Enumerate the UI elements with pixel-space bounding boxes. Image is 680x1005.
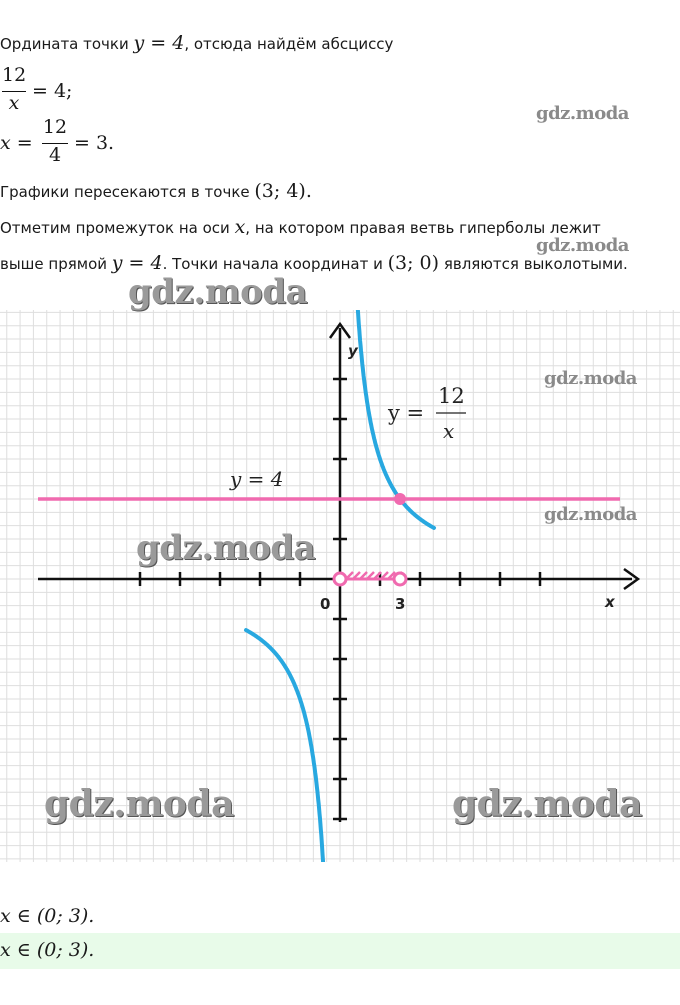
line5-math: y = 4 (111, 252, 163, 274)
eq1-numerator: 12 (2, 64, 27, 86)
y-axis-label: y (348, 342, 358, 360)
eq2-denominator: 4 (48, 144, 62, 166)
watermark: gdz.moda (536, 103, 629, 124)
equation-1-fraction (2, 64, 26, 120)
watermark: gdz.moda (44, 783, 234, 825)
watermark: gdz.moda (536, 235, 629, 256)
open-point-origin (334, 573, 346, 585)
line3-text: Графики пересекаются в точке (0, 183, 255, 201)
line3-math: (3; 4). (254, 180, 312, 202)
function-graph (0, 310, 680, 862)
hyperbola-label-denominator: x (443, 419, 455, 443)
text-line-5 (0, 252, 628, 274)
line4-text: Отметим промежуток на оси (0, 219, 235, 237)
line4-text-post: , на котором правая ветвь гиперболы лежит (245, 219, 601, 237)
watermark: gdz.moda (544, 504, 637, 525)
answer-line-1: x ∈ (0; 3). (0, 905, 95, 927)
watermark: gdz.moda (136, 528, 316, 568)
origin-tick-label: 0 (320, 595, 331, 613)
line1-math: y = 4 (133, 32, 185, 54)
answer-highlight (0, 933, 680, 969)
line5-text-mid: . Точки начала координат и (162, 255, 388, 273)
open-point-three (394, 573, 406, 585)
line-label: y = 4 (230, 467, 284, 491)
eq1-rhs: = 4; (32, 80, 73, 102)
line5-text-post: являются выколотыми. (439, 255, 628, 273)
line4-math: x (234, 216, 246, 238)
eq2-lhs: x = (0, 132, 33, 154)
equation-2 (0, 132, 33, 154)
line5-text: выше прямой (0, 255, 112, 273)
watermark: gdz.moda (452, 783, 642, 825)
text-line-4 (0, 216, 601, 238)
line1-text-post: , отсюда найдём абсциссу (184, 35, 394, 53)
x-axis-label: x (605, 593, 615, 611)
intersection-point (394, 493, 406, 505)
equation-2-fraction (42, 116, 68, 172)
eq2-numerator: 12 (42, 116, 68, 138)
watermark: gdz.moda (544, 368, 637, 389)
text-line-1 (0, 32, 393, 54)
watermark: gdz.moda (128, 272, 308, 312)
hyperbola-label-numerator: 12 (438, 384, 465, 408)
line1-text: Ордината точки (0, 35, 134, 53)
answer-line-2: x ∈ (0; 3). (0, 939, 95, 961)
hyperbola-label-lhs: y = (388, 401, 425, 425)
eq2-rhs: = 3. (74, 132, 115, 154)
line5-math2: (3; 0) (387, 252, 440, 274)
eq1-denominator: x (8, 92, 20, 114)
x-tick-label-3: 3 (395, 595, 406, 613)
text-line-3 (0, 180, 312, 202)
